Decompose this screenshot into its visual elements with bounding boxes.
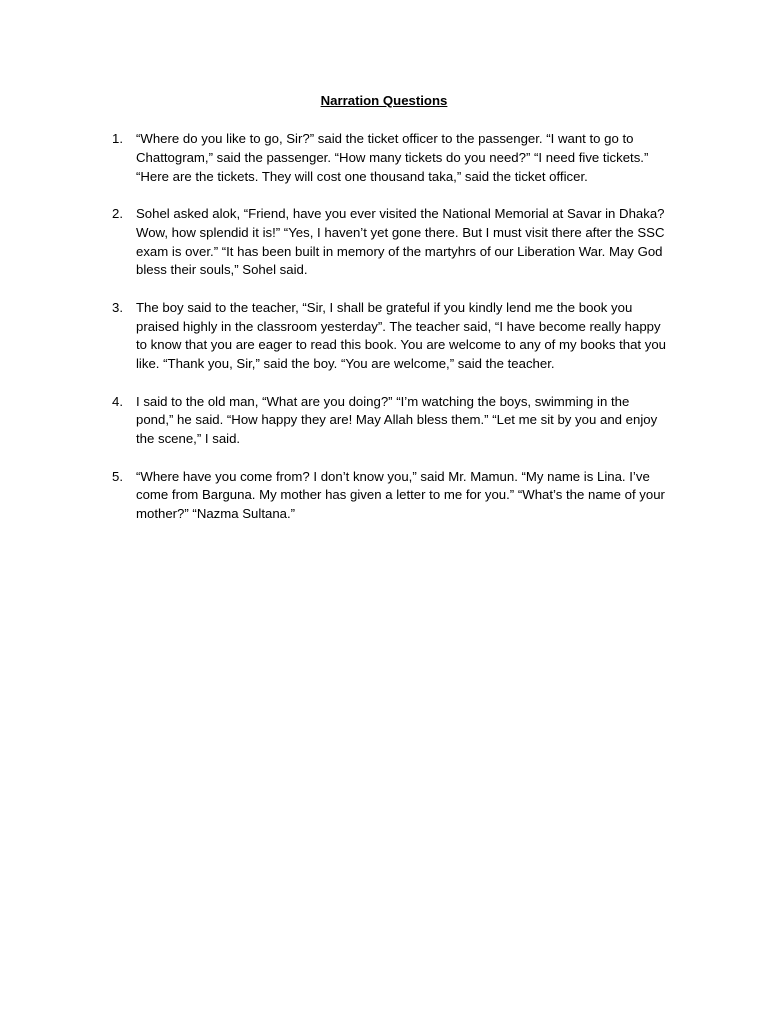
question-number: 4.: [112, 393, 123, 409]
question-number: 2.: [112, 205, 123, 221]
question-list: [0, 130, 768, 543]
question-number: 1.: [112, 131, 123, 146]
question-text: I said to the old man, “What are you doing?” “I’m watching the boys, swimming in the pond,” he said. “How happy they are! May Allah bless them.” “Let me sit by you and enjoy the scene,” I said.: [136, 393, 658, 447]
question-text: Sohel asked alok, “Friend, have you ever visited the National Memorial at Savar in Dhaka? Wow, how splendid it is!” “Yes, I haven’t yet gone there. But I must visit there after the SSC exam is over.” “It has been built in memory of the martyhrs of our Liberation War. May God bless their souls,” Sohel said.: [136, 205, 665, 278]
question-text: The boy said to the teacher, “Sir, I shall be grateful if you kindly lend me the book you praised highly in the classroom yesterday”. The teacher said, “I have become really happy to know that you are eager to read this book. You are welcome to any of my books that you like. “Thank you, Sir,” said the boy. “You are welcome,” said the teacher.: [136, 299, 667, 372]
question-item-3: [0, 299, 668, 374]
question-number: 5.: [112, 468, 123, 484]
question-item-1: [0, 130, 668, 186]
question-item-2: [0, 205, 668, 280]
question-item-5: [0, 468, 668, 524]
question-text: “Where have you come from? I don’t know you,” said Mr. Mamun. “My name is Lina. I’ve come from Barguna. My mother has given a letter to me for you.” “What’s the name of your mother?” “Nazma Sultana.”: [136, 468, 665, 522]
question-number: 3.: [112, 299, 123, 315]
question-item-4: [0, 393, 668, 449]
page-title: Narration Questions: [320, 93, 448, 108]
question-text: “Where do you like to go, Sir?” said the ticket officer to the passenger. “I want to go to Chattogram,” said the passenger. “How many tickets do you need?” “I need five tickets.” “Here are the tickets. They will cost one thousand taka,” said the ticket officer.: [136, 131, 649, 184]
